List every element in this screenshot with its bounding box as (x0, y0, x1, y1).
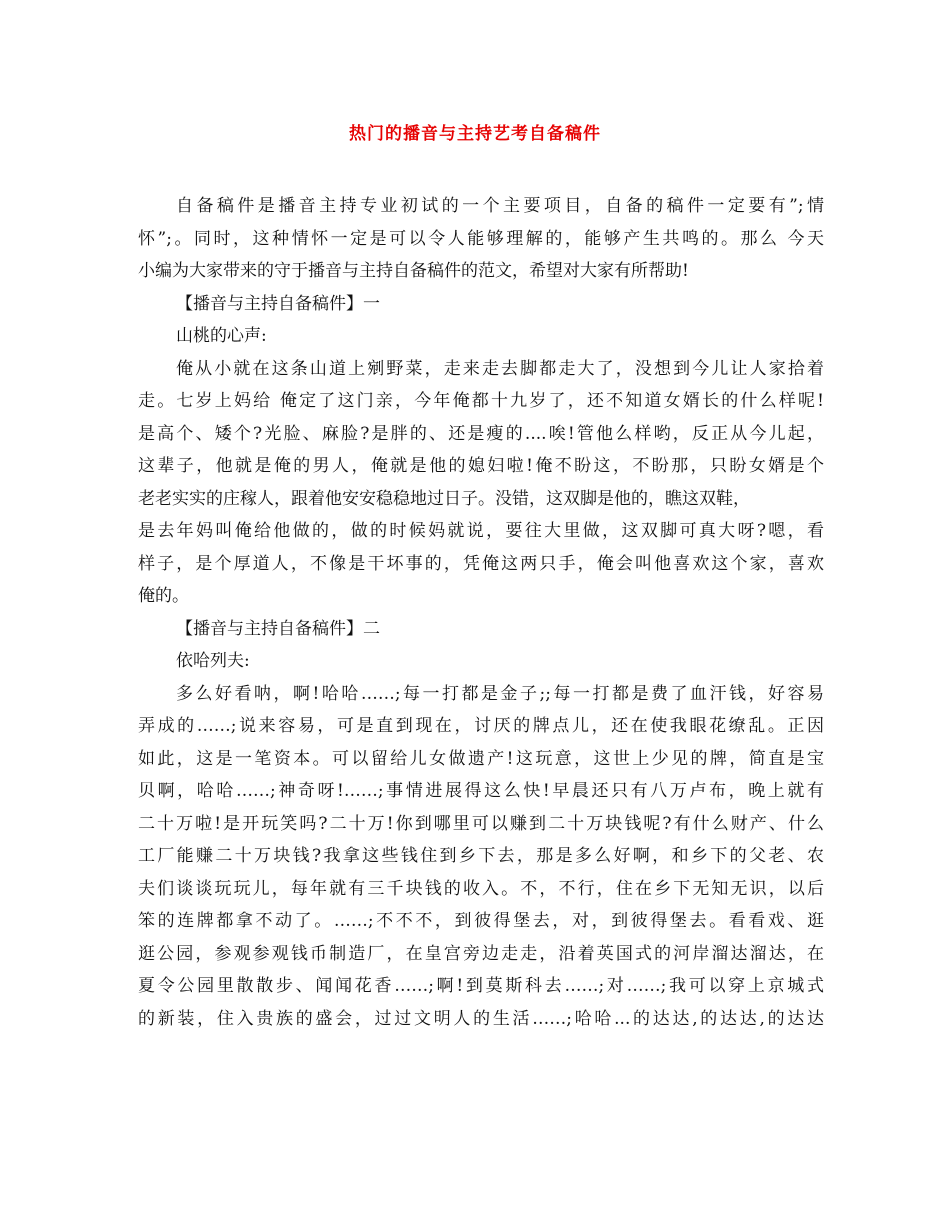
text-line: 自备稿件是播音主持专业初试的一个主要项目，自备的稿件一定要有”;情 (176, 196, 824, 216)
text-line: 逛公园，参观参观钱币制造厂，在皇宫旁边走走，沿着英国式的河岸溜达溜达，在 (138, 943, 824, 964)
text-line: 夫们谈谈玩玩儿，每年就有三千块钱的收入。不，不行，住在乡下无知无识，以后 (138, 878, 824, 899)
text-line: 山桃的心声: (176, 326, 267, 346)
text-line: 是去年妈叫俺给他做的，做的时候妈就说，要往大里做，这双脚可真大呀?嗯，看 (138, 521, 824, 541)
text-line: 的新装，住入贵族的盛会，过过文明人的生活……;哈哈...的达达,的达达,的达达 (138, 1008, 824, 1029)
text-line: 俺从小就在这条山道上剜野菜，走来走去脚都走大了，没想到今儿让人家拾着 (176, 358, 824, 379)
text-line: 贝啊，哈哈……;神奇呀!……;事情进展得这么快!早晨还只有八万卢布，晚上就有 (138, 781, 824, 801)
text-line: 依哈列夫: (176, 651, 250, 671)
text-line: 怀”;。同时，这种情怀一定是可以令人能够理解的，能够产生共鸣的。那么 今天 (138, 228, 824, 249)
text-line: 如此，这是一笔资本。可以留给儿女做遗产!这玩意，这世上少见的牌，简直是宝 (138, 748, 824, 769)
text-line: 工厂能赚二十万块钱?我拿这些钱住到乡下去，那是多么好啊，和乡下的父老、农 (138, 846, 824, 866)
document-body (138, 190, 824, 1035)
text-line: 这辈子，他就是俺的男人，俺就是他的媳妇啦!俺不盼这，不盼那，只盼女婿是个 (138, 456, 824, 476)
text-line: 二十万啦!是开玩笑吗?二十万!你到哪里可以赚到二十万块钱呢?有什么财产、什么 (138, 813, 824, 834)
text-line: 笨的连牌都拿不动了。……;不不不，到彼得堡去，对，到彼得堡去。看看戏、逛 (138, 911, 824, 931)
text-line: 俺的。 (138, 586, 189, 606)
text-line: 【播音与主持自备稿件】二 (176, 618, 380, 639)
text-line: 夏令公园里散散步、闻闻花香……;啊!到莫斯科去……;对……;我可以穿上京城式 (138, 976, 824, 996)
document-title: 热门的播音与主持艺考自备稿件 (349, 124, 601, 144)
text-line: 弄成的……;说来容易，可是直到现在，讨厌的牌点儿，还在使我眼花缭乱。正因 (138, 716, 824, 736)
text-line: 小编为大家带来的守于播音与主持自备稿件的范文，希望对大家有所帮助! (138, 261, 689, 281)
text-line: 多么好看呐，啊!哈哈……;每一打都是金子;;每一打都是费了血汗钱，好容易 (176, 683, 824, 704)
text-line: 样子，是个厚道人，不像是干坏事的，凭俺这两只手，俺会叫他喜欢这个家，喜欢 (138, 553, 824, 574)
text-line: 是高个、矮个?光脸、麻脸?是胖的、还是瘦的....唉!管他么样哟，反正从今儿起， (138, 423, 824, 444)
text-line: 走。七岁上妈给 俺定了这门亲，今年俺都十九岁了，还不知道女婿长的什么样呢! (138, 391, 824, 411)
text-line: 老老实实的庄稼人，跟着他安安稳稳地过日子。没错，这双脚是他的，瞧这双鞋， (138, 488, 750, 509)
text-line: 【播音与主持自备稿件】一 (176, 293, 380, 314)
